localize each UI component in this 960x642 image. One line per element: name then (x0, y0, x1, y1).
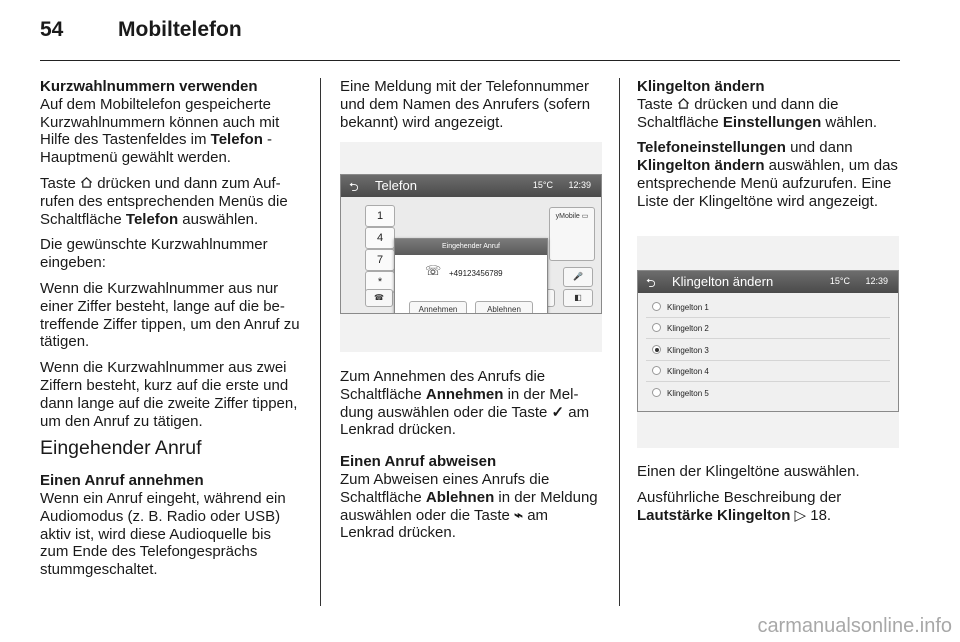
paragraph: Auf dem Mobiltelefon gespeicherte Kurzwahlnummern können auch mit Hilfe des Tastenfeldes im Telefon - Hauptmenü gewählt werden. (40, 95, 280, 167)
column-2-lower (340, 368, 602, 550)
caller-number: +49123456789 (449, 269, 503, 278)
speaker-icon[interactable]: ◧ (563, 289, 593, 307)
column-3 (637, 78, 899, 219)
heading-accept-call: Einen Anruf annehmen (40, 472, 204, 490)
back-icon: ⮌ (646, 276, 656, 290)
section-heading: Eingehender Anruf (40, 437, 202, 460)
home-icon (80, 176, 93, 189)
header-rule (40, 60, 900, 61)
ringtone-option[interactable]: Klingelton 5 (652, 388, 709, 398)
page-ref-icon: ▷ (794, 506, 807, 524)
ringtone-option[interactable]: Klingelton 1 (652, 302, 709, 312)
phone-screenshot (340, 142, 602, 352)
radio-icon (652, 323, 661, 332)
column-divider (320, 78, 321, 606)
paragraph: Zum Annehmen des Anrufs die Schaltfläche Annehmen in der Meldung auswählen oder die Taste ✓ am Lenkrad drücken. (340, 368, 590, 439)
row-divider (646, 360, 890, 361)
paragraph: Zum Abweisen eines Anrufs die Schaltfläche Ablehnen in der Meldung auswählen oder die Taste ⌁ am Lenkrad drücken. (340, 470, 598, 542)
popup-title: Eingehender Anruf (395, 239, 547, 255)
temperature: 15°C (532, 180, 553, 190)
status-bar (341, 175, 601, 197)
watermark: carmanualsonline.info (757, 615, 952, 637)
device-panel[interactable]: yMobile ▭ (549, 207, 595, 261)
ringtone-option[interactable]: Klingelton 4 (652, 366, 709, 376)
radio-icon (652, 388, 661, 397)
heading-ringtone: Klingelton ändern (637, 78, 765, 95)
mute-icon[interactable]: 🎤 (563, 267, 593, 287)
ringtone-screen (637, 270, 899, 412)
steering-accept-icon: ✓ (551, 403, 565, 421)
paragraph: Eine Meldung mit der Telefonnummer und dem Namen des Anrufers (sofern bekannt) wird angezeigt. (340, 78, 591, 131)
accept-button[interactable]: Annehmen (409, 301, 467, 314)
ringtone-option[interactable]: Klingelton 3 (652, 345, 709, 355)
clock: 12:39 (865, 276, 888, 286)
paragraph: Ausführliche Beschreibung der Lautstärke Klingelton ▷ 18. (637, 488, 842, 524)
screen-title: Telefon (375, 178, 417, 193)
radio-icon (652, 366, 661, 375)
ringtone-option[interactable]: Klingelton 2 (652, 323, 709, 333)
keypad-key[interactable]: 4 (365, 227, 395, 249)
incoming-call-popup (394, 238, 548, 314)
paragraph: Taste drücken und dann zum Aufrufen des entsprechenden Menüs die Schaltfläche Telefon auswählen. (40, 174, 288, 228)
status-bar (638, 271, 898, 293)
ringtone-screenshot (637, 236, 899, 448)
paragraph: Wenn ein Anruf eingeht, während ein Audiomodus (z. B. Radio oder USB) aktiv ist, wird diese Audioquelle bis zum Ende des Telefongesprächs stummgeschaltet. (40, 489, 286, 579)
row-divider (646, 317, 890, 318)
home-icon (677, 97, 690, 110)
keypad-key[interactable]: * (365, 271, 395, 293)
phone-screen (340, 174, 602, 314)
page-number: 54 (40, 18, 64, 41)
radio-icon (652, 302, 661, 311)
steering-reject-icon: ⌁ (514, 506, 524, 524)
column-1 (40, 78, 302, 587)
row-divider (646, 338, 890, 339)
column-3-lower (637, 463, 899, 532)
paragraph: Wenn die Kurzwahlnummer aus nur einer Ziffer besteht, lange auf die betreffende Ziffer tippen, um den Anruf zu tätigen. (40, 279, 300, 351)
page-header (40, 18, 242, 42)
paragraph: Taste drücken und dann die Schaltfläche Einstellungen wählen. (637, 95, 878, 131)
screen-title: Klingelton ändern (672, 274, 774, 289)
column-2 (340, 78, 602, 139)
column-divider (619, 78, 620, 606)
page-title: Mobiltelefon (118, 18, 242, 41)
temperature: 15°C (829, 276, 850, 286)
paragraph: Telefoneinstellungen und dann Klingelton ändern auswählen, um das entsprechende Menü aufzurufen. Eine Liste der Klingeltöne wird angezeigt. (637, 139, 898, 210)
row-divider (646, 381, 890, 382)
keypad-key[interactable]: 1 (365, 205, 395, 227)
phone-icon: ☏ (425, 263, 442, 278)
back-icon: ⮌ (349, 180, 359, 194)
radio-selected-icon (652, 345, 661, 354)
paragraph: Einen der Klingeltöne auswählen. (637, 463, 860, 480)
paragraph: Die gewünschte Kurzwahlnummer eingeben: (40, 236, 268, 272)
heading-speed-dial: Kurzwahlnummern verwenden (40, 78, 258, 95)
call-icon[interactable]: ☎ (365, 289, 393, 307)
paragraph: Wenn die Kurzwahlnummer aus zwei Ziffern besteht, kurz auf die erste und dann lange auf die zweite Ziffer tippen, um den Anruf zu tätigen. (40, 359, 298, 430)
heading-reject-call: Einen Anruf abweisen (340, 453, 497, 471)
keypad-key[interactable]: 7 (365, 249, 395, 271)
clock: 12:39 (568, 180, 591, 190)
reject-button[interactable]: Ablehnen (475, 301, 533, 314)
